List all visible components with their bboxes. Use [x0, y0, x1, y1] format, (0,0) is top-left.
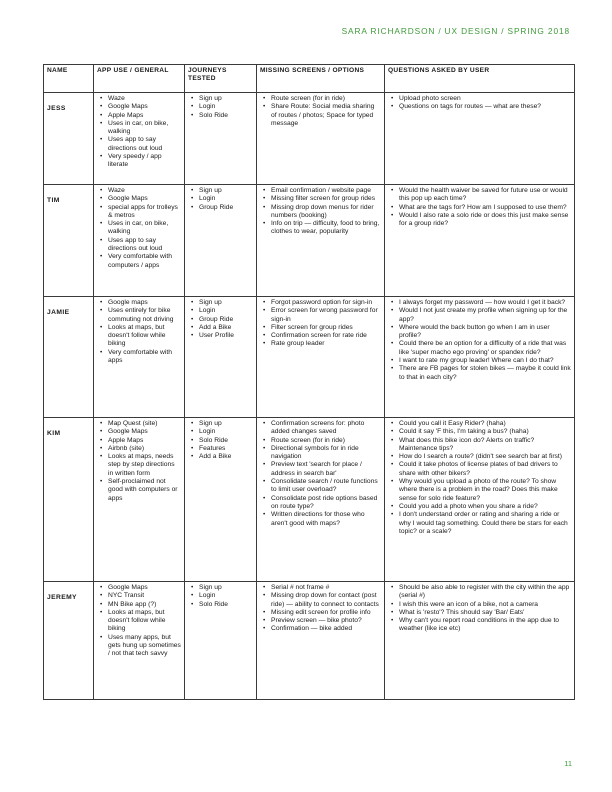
- list-item: • Uses app to say directions out loud: [108, 136, 181, 153]
- header-course: UX DESIGN: [444, 26, 499, 36]
- bullet-list: [97, 420, 181, 503]
- list-item: • Questions on tags for routes — what are these?: [399, 103, 571, 111]
- list-item: • Google Maps: [108, 584, 181, 592]
- list-item: • Why would you upload a photo of the route? To show where there is a problem in the road? Does this make sense for solo ride feature?: [399, 478, 571, 503]
- list-item: • Upload photo screen: [399, 95, 571, 103]
- list-item: • User Profile: [199, 332, 253, 340]
- header-separator: /: [438, 26, 442, 36]
- bullet-list: [188, 420, 253, 461]
- list-item: • Sign up: [199, 187, 253, 195]
- list-item: • Would I not just create my profile when signing up for the app?: [399, 307, 571, 324]
- list-item: • Add a Bike: [199, 453, 253, 461]
- list-item: • Uses in car, on bike, walking: [108, 220, 181, 237]
- bullet-list: [388, 187, 571, 228]
- table-row: [44, 582, 575, 700]
- list-item: • Google Maps: [108, 195, 181, 203]
- bullet-list: [388, 95, 571, 112]
- list-item: • Error screen for wrong password for sign-in: [271, 307, 381, 324]
- header-author: SARA RICHARDSON: [341, 26, 436, 36]
- bullet-list: [97, 299, 181, 365]
- participant-name: TIM: [44, 185, 94, 297]
- participant-name: JEREMY: [44, 582, 94, 700]
- participant-name: JESS: [44, 93, 94, 185]
- participant-name: JAMIE: [44, 297, 94, 418]
- list-item: • Looks at maps, but doesn't follow while biking: [108, 609, 181, 634]
- list-item: • Sign up: [199, 95, 253, 103]
- list-item: • Confirmation screen for rate ride: [271, 332, 381, 340]
- list-item: • Missing drop down menus for rider numbers (booking): [271, 204, 381, 221]
- list-item: • Group Ride: [199, 316, 253, 324]
- list-item: • Directional symbols for in ride navigation: [271, 445, 381, 462]
- cell-journeys: [185, 582, 257, 700]
- bullet-list: [260, 187, 381, 237]
- list-item: • Login: [199, 195, 253, 203]
- table-row: [44, 418, 575, 582]
- bullet-list: [388, 299, 571, 382]
- list-item: • Add a Bike: [199, 324, 253, 332]
- list-item: • Map Quest (site): [108, 420, 181, 428]
- cell-journeys: [185, 418, 257, 582]
- list-item: • Uses app to say directions out loud: [108, 237, 181, 254]
- list-item: • Missing edit screen for profile info: [271, 609, 381, 617]
- list-item: • What are the tags for? How am I supposed to use them?: [399, 204, 571, 212]
- list-item: • Login: [199, 307, 253, 315]
- list-item: • Features: [199, 445, 253, 453]
- bullet-list: [188, 299, 253, 340]
- participant-name: KIM: [44, 418, 94, 582]
- list-item: • MN Bike app (?): [108, 601, 181, 609]
- list-item: • Serial # not frame #: [271, 584, 381, 592]
- list-item: • special apps for trolleys & metros: [108, 204, 181, 221]
- bullet-list: [388, 420, 571, 536]
- list-item: • Login: [199, 103, 253, 111]
- header-missing: MISSING SCREENS / OPTIONS: [257, 65, 385, 93]
- cell-journeys: [185, 93, 257, 185]
- list-item: • Confirmation screens for: photo added changes saved: [271, 420, 381, 437]
- list-item: • Uses many apps, but gets hung up sometimes / not that tech savvy: [108, 634, 181, 659]
- list-item: • Route screen (for in ride): [271, 95, 381, 103]
- list-item: • Waze: [108, 95, 181, 103]
- list-item: • Very comfortable with computers / apps: [108, 253, 181, 270]
- list-item: • Consolidate post ride options based on route type?: [271, 495, 381, 512]
- list-item: • Looks at maps, needs step by step directions in written form: [108, 453, 181, 478]
- list-item: • Group Ride: [199, 204, 253, 212]
- cell-app-use: [94, 185, 185, 297]
- header-questions: QUESTIONS ASKED BY USER: [385, 65, 575, 93]
- bullet-list: [188, 95, 253, 120]
- cell-app-use: [94, 297, 185, 418]
- list-item: • Would the health waiver be saved for future use or would this pop up each time?: [399, 187, 571, 204]
- list-item: • Login: [199, 592, 253, 600]
- cell-questions: [385, 297, 575, 418]
- cell-missing: [257, 582, 385, 700]
- bullet-list: [188, 187, 253, 212]
- list-item: • Could you call it Easy Rider? (haha): [399, 420, 571, 428]
- bullet-list: [188, 584, 253, 609]
- list-item: • Preview screen — bike photo?: [271, 617, 381, 625]
- table-row: [44, 297, 575, 418]
- header-separator: /: [501, 26, 505, 36]
- list-item: • Apple Maps: [108, 112, 181, 120]
- cell-questions: [385, 418, 575, 582]
- bullet-list: [260, 420, 381, 528]
- list-item: • Could it say 'F this, I'm taking a bus? (haha): [399, 428, 571, 436]
- list-item: • Very speedy / app literate: [108, 153, 181, 170]
- list-item: • Could it take photos of license plates of bad drivers to share with other bikers?: [399, 461, 571, 478]
- bullet-list: [97, 187, 181, 270]
- list-item: • Missing drop down for contact (post ride) — ability to connect to contacts: [271, 592, 381, 609]
- bullet-list: [97, 95, 181, 170]
- header-name: NAME: [44, 65, 94, 93]
- list-item: • Why can't you report road conditions in the app due to weather (like ice etc): [399, 617, 571, 634]
- list-item: • Solo Ride: [199, 112, 253, 120]
- list-item: • Uses entirely for bike commuting not driving: [108, 307, 181, 324]
- list-item: • Route screen (for in ride): [271, 437, 381, 445]
- list-item: • Written directions for those who aren't good with maps?: [271, 511, 381, 528]
- list-item: • Confirmation — bike added: [271, 625, 381, 633]
- cell-journeys: [185, 297, 257, 418]
- list-item: • Should be also able to register with the city within the app (serial #): [399, 584, 571, 601]
- bullet-list: [260, 95, 381, 128]
- list-item: • NYC Transit: [108, 592, 181, 600]
- list-item: • Where would the back button go when I am in user profile?: [399, 324, 571, 341]
- cell-missing: [257, 418, 385, 582]
- cell-app-use: [94, 93, 185, 185]
- header-app-use: APP USE / GENERAL: [94, 65, 185, 93]
- list-item: • Rate group leader: [271, 340, 381, 348]
- header-term: SPRING 2018: [507, 26, 570, 36]
- list-item: • Sign up: [199, 299, 253, 307]
- list-item: • Missing filter screen for group rides: [271, 195, 381, 203]
- cell-questions: [385, 185, 575, 297]
- list-item: • Email confirmation / website page: [271, 187, 381, 195]
- list-item: • Info on trip — difficulty, food to bring, clothes to wear, popularity: [271, 220, 381, 237]
- list-item: • Sign up: [199, 420, 253, 428]
- list-item: • Login: [199, 428, 253, 436]
- cell-questions: [385, 93, 575, 185]
- table-header-row: [44, 65, 575, 93]
- page-header: [342, 26, 570, 36]
- cell-questions: [385, 582, 575, 700]
- bullet-list: [97, 584, 181, 659]
- list-item: • Share Route: Social media sharing of routes / photos; Space for typed message: [271, 103, 381, 128]
- list-item: • What does this bike icon do? Alerts on traffic? Maintenance tips?: [399, 437, 571, 454]
- cell-missing: [257, 93, 385, 185]
- list-item: • Preview text 'search for place / address in search bar': [271, 461, 381, 478]
- list-item: • Could there be an option for a difficulty of a ride that was like 'super macho ego proving' or spandex ride?: [399, 340, 571, 357]
- cell-journeys: [185, 185, 257, 297]
- list-item: • Apple Maps: [108, 437, 181, 445]
- list-item: • Looks at maps, but doesn't follow while biking: [108, 324, 181, 349]
- table-row: [44, 185, 575, 297]
- cell-app-use: [94, 418, 185, 582]
- list-item: • Self-proclaimed not good with computers or apps: [108, 478, 181, 503]
- header-journeys: JOURNEYS TESTED: [185, 65, 257, 93]
- bullet-list: [388, 584, 571, 634]
- list-item: • Solo Ride: [199, 601, 253, 609]
- list-item: • Could you add a photo when you share a ride?: [399, 503, 571, 511]
- cell-app-use: [94, 582, 185, 700]
- list-item: • Google maps: [108, 299, 181, 307]
- list-item: • What is 'resto'? This should say 'Bar/ Eats': [399, 609, 571, 617]
- list-item: • Filter screen for group rides: [271, 324, 381, 332]
- list-item: • Google Maps: [108, 428, 181, 436]
- list-item: • There are FB pages for stolen bikes — maybe it could link to that in each city?: [399, 365, 571, 382]
- list-item: • Sign up: [199, 584, 253, 592]
- list-item: • Solo Ride: [199, 437, 253, 445]
- list-item: • Very comfortable with apps: [108, 349, 181, 366]
- research-table: [43, 64, 575, 700]
- list-item: • Uses in car, on bike, walking: [108, 120, 181, 137]
- page-number: 11: [564, 759, 572, 768]
- bullet-list: [260, 299, 381, 349]
- list-item: • Forgot password option for sign-in: [271, 299, 381, 307]
- list-item: • I don't understand order or rating and sharing a ride or why I would tag something. Could there be stars for each topic? or a scale?: [399, 511, 571, 536]
- list-item: • I wish this were an icon of a bike, not a camera: [399, 601, 571, 609]
- cell-missing: [257, 297, 385, 418]
- list-item: • Airbnb (site): [108, 445, 181, 453]
- list-item: • I always forget my password — how would I get it back?: [399, 299, 571, 307]
- list-item: • Would I also rate a solo ride or does this just make sense for a group ride?: [399, 212, 571, 229]
- list-item: • I want to rate my group leader! Where can I do that?: [399, 357, 571, 365]
- list-item: • Consolidate search / route functions to limit user overload?: [271, 478, 381, 495]
- list-item: • Waze: [108, 187, 181, 195]
- cell-missing: [257, 185, 385, 297]
- list-item: • Google Maps: [108, 103, 181, 111]
- list-item: • How do I search a route? (didn't see search bar at first): [399, 453, 571, 461]
- table-row: [44, 93, 575, 185]
- bullet-list: [260, 584, 381, 634]
